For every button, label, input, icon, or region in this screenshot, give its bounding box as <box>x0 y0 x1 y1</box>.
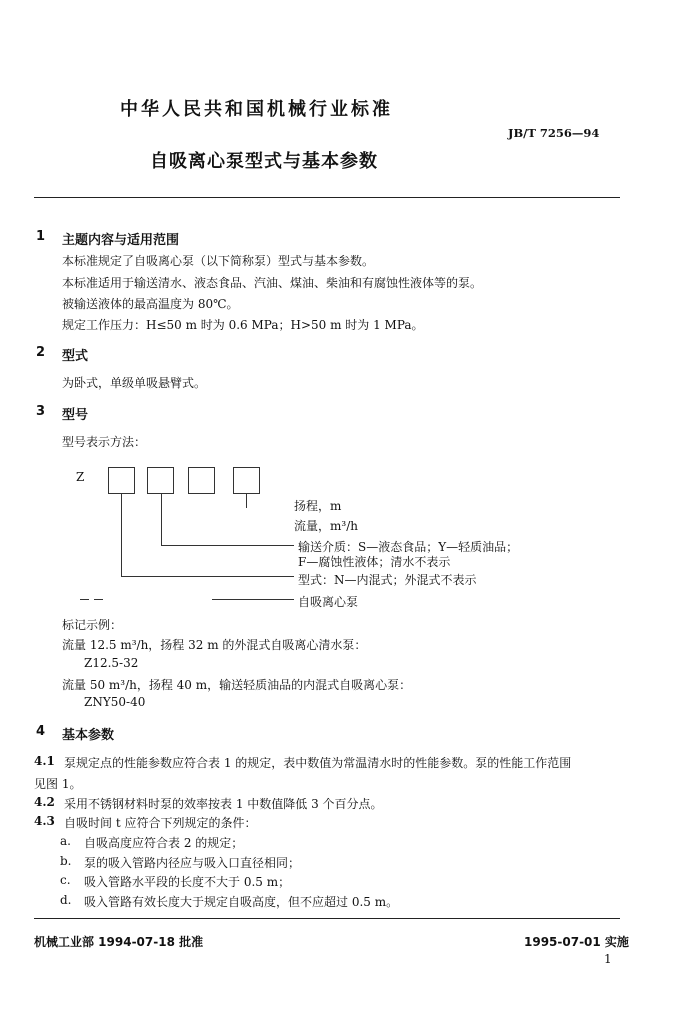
section-1-line-2: 本标准适用于输送清水、液态食品、汽油、煤油、柴油和有腐蚀性液体等的泵。 <box>62 276 483 290</box>
implementation-note: 1995-07-01 实施 <box>524 935 629 949</box>
list-item-c-mark: c. <box>60 873 71 887</box>
leader-mix-vertical <box>121 494 122 576</box>
model-box-flow <box>188 467 215 494</box>
model-box-mix-type <box>108 467 135 494</box>
leader-pump-horizontal <box>212 599 294 600</box>
section-1-title: 主题内容与适用范围 <box>62 233 180 248</box>
list-item-b-mark: b. <box>60 854 72 868</box>
clause-4-2-text: 采用不锈钢材料时泵的效率按表 1 中数值降低 3 个百分点。 <box>64 797 383 811</box>
legend-medium-line-1: 输送介质：S—液态食品；Y—轻质油品； <box>298 540 519 554</box>
section-4-number: 4 <box>36 724 46 739</box>
marking-example-1-desc: 流量 12.5 m³/h，扬程 32 m 的外混式自吸离心清水泵： <box>62 638 367 652</box>
leader-head-vertical <box>246 494 247 508</box>
list-item-b-text: 泵的吸入管路内径应与吸入口直径相同； <box>84 856 301 870</box>
section-1-line-1: 本标准规定了自吸离心泵（以下简称泵）型式与基本参数。 <box>62 254 375 268</box>
model-box-medium <box>147 467 174 494</box>
section-1-line-4: 规定工作压力：H≤50 m 时为 0.6 MPa；H>50 m 时为 1 MPa。 <box>62 318 424 332</box>
list-item-a-mark: a. <box>60 834 71 848</box>
standard-code: JB/T 7256—94 <box>508 126 600 140</box>
header-divider <box>34 197 620 198</box>
issuing-body-title: 中华人民共和国机械行业标准 <box>120 99 393 120</box>
marking-example-2-code: ZNY50-40 <box>84 695 146 709</box>
legend-pump: 自吸离心泵 <box>298 595 359 609</box>
leader-pump-stub-1 <box>80 599 89 600</box>
leader-mix-horizontal <box>121 576 294 577</box>
legend-flow: 流量，m³/h <box>294 519 358 533</box>
list-item-a-text: 自吸高度应符合表 2 的规定； <box>84 836 244 850</box>
list-item-d-mark: d. <box>60 893 72 907</box>
leader-medium-horizontal <box>161 545 294 546</box>
model-notation-intro: 型号表示方法： <box>62 435 147 449</box>
footer-divider <box>34 918 620 919</box>
clause-4-3-number: 4.3 <box>34 814 55 828</box>
clause-4-1-number: 4.1 <box>34 754 55 768</box>
legend-head: 扬程，m <box>294 499 342 513</box>
clause-4-2-number: 4.2 <box>34 795 55 809</box>
page-number: 1 <box>604 952 612 966</box>
model-prefix-letter: Z <box>76 470 85 484</box>
clause-4-1-line-2: 见图 1。 <box>34 777 82 791</box>
legend-medium-line-2: F—腐蚀性液体；清水不表示 <box>298 555 451 569</box>
section-3-number: 3 <box>36 404 46 419</box>
section-2-title: 型式 <box>62 349 89 364</box>
section-4-title: 基本参数 <box>62 728 115 743</box>
list-item-d-text: 吸入管路有效长度大于规定自吸高度，但不应超过 0.5 m。 <box>84 895 399 909</box>
marking-example-title: 标记示例： <box>62 618 123 632</box>
approval-note: 机械工业部 1994-07-18 批准 <box>34 935 204 949</box>
model-box-head <box>233 467 260 494</box>
section-1-line-3: 被输送液体的最高温度为 80℃。 <box>62 297 239 311</box>
marking-example-1-code: Z12.5-32 <box>84 656 139 670</box>
leader-medium-vertical <box>161 494 162 545</box>
legend-mix-type: 型式：N—内混式；外混式不表示 <box>298 573 477 587</box>
section-2-number: 2 <box>36 345 46 360</box>
section-2-line-1: 为卧式，单级单吸悬臂式。 <box>62 376 207 390</box>
marking-example-2-desc: 流量 50 m³/h，扬程 40 m，输送轻质油品的内混式自吸离心泵： <box>62 678 412 692</box>
leader-pump-stub-2 <box>94 599 103 600</box>
section-1-number: 1 <box>36 229 46 244</box>
clause-4-1-line-1: 泵规定点的性能参数应符合表 1 的规定，表中数值为常温清水时的性能参数。泵的性能工作范围 <box>64 756 572 770</box>
list-item-c-text: 吸入管路水平段的长度不大于 0.5 m； <box>84 875 291 889</box>
clause-4-3-text: 自吸时间 t 应符合下列规定的条件： <box>64 816 257 830</box>
section-3-title: 型号 <box>62 408 89 423</box>
document-title: 自吸离心泵型式与基本参数 <box>150 151 378 172</box>
